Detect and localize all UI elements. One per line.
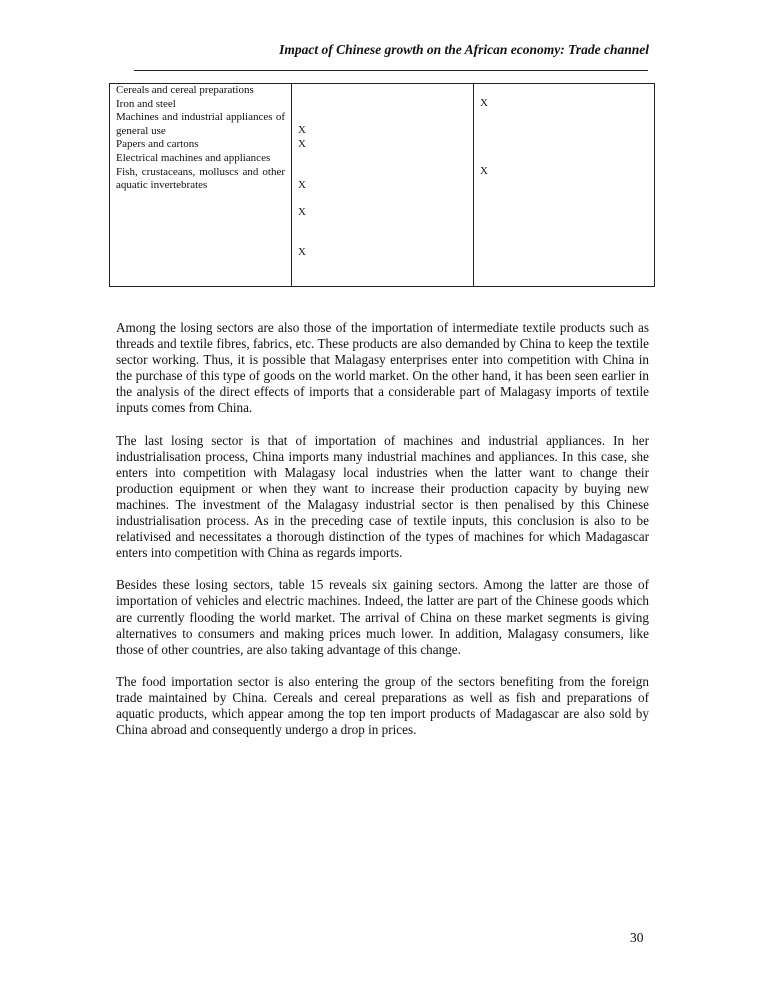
- paragraph: Besides these losing sectors, table 15 reveals six gaining sectors. Among the latter are those of importation of vehicles and electric machines. Indeed, the latter are part of the Chinese goods which are currently flooding the world market. The arrival of China on these market segments is giving alternatives to consumers and making prices much lower. In addition, Malagasy consumers, like those of other countries, are also taking advantage of this change.: [116, 577, 649, 657]
- paragraph: The last losing sector is that of importation of machines and industrial appliances. In her industrialisation process, China imports many industrial machines and appliances. In this case, she enters into competition with Malagasy local industries when the latter want to change their production equipment or when they want to increase their production capacity by buying new machines. The investment of the Malagasy industrial sector is then penalised by this Chinese industrialisation process. As in the preceding case of textile inputs, this conclusion is also to be relativised and necessitates a thorough distinction of the types of machines for which Madagascar enters into competition with China as regards imports.: [116, 432, 649, 561]
- paragraph: The food importation sector is also entering the group of the sectors benefiting from the foreign trade maintained by China. Cereals and cereal preparations as well as fish and preparations of aquatic products, which appear among the top ten import products of Madagascar are also sold by China abroad and consequently undergo a drop in prices.: [116, 673, 649, 738]
- sector-cereals: Cereals and cereal preparations: [116, 84, 254, 96]
- gaining-column: [474, 84, 655, 286]
- sector-iron-steel: Iron and steel: [116, 97, 176, 110]
- mark-x: X: [298, 124, 306, 136]
- mark-x: X: [298, 246, 306, 258]
- sector-column: [110, 84, 292, 286]
- mark-x: X: [298, 206, 306, 218]
- header-rule: [134, 70, 648, 71]
- sector-electrical: Electrical machines and appliances: [116, 151, 271, 164]
- mark-x: X: [480, 97, 488, 109]
- running-header: Impact of Chinese growth on the African economy: Trade channel: [279, 42, 649, 57]
- body-text: [116, 320, 649, 754]
- sector-machines: Machines and industrial appliances of general use: [116, 111, 285, 137]
- page-number: 30: [630, 930, 644, 945]
- mark-x: X: [298, 138, 306, 150]
- paragraph: Among the losing sectors are also those of the importation of intermediate textile products such as threads and textile fibres, fabrics, etc. These products are also demanded by China to keep the textile sector working. Thus, it is possible that Malagasy enterprises enter into competition with China in the purchase of this type of goods on the world market. On the other hand, it has been seen earlier in the analysis of the direct effects of imports that a considerable part of Malagasy imports of textile inputs comes from China.: [116, 320, 649, 416]
- losing-column: [292, 84, 474, 286]
- sector-fish: Fish, crustaceans, molluscs and other aquatic invertebrates: [116, 165, 285, 192]
- mark-x: X: [480, 165, 488, 177]
- sector-table: [109, 83, 655, 287]
- sector-papers: Papers and cartons: [116, 138, 199, 151]
- mark-x: X: [298, 179, 306, 191]
